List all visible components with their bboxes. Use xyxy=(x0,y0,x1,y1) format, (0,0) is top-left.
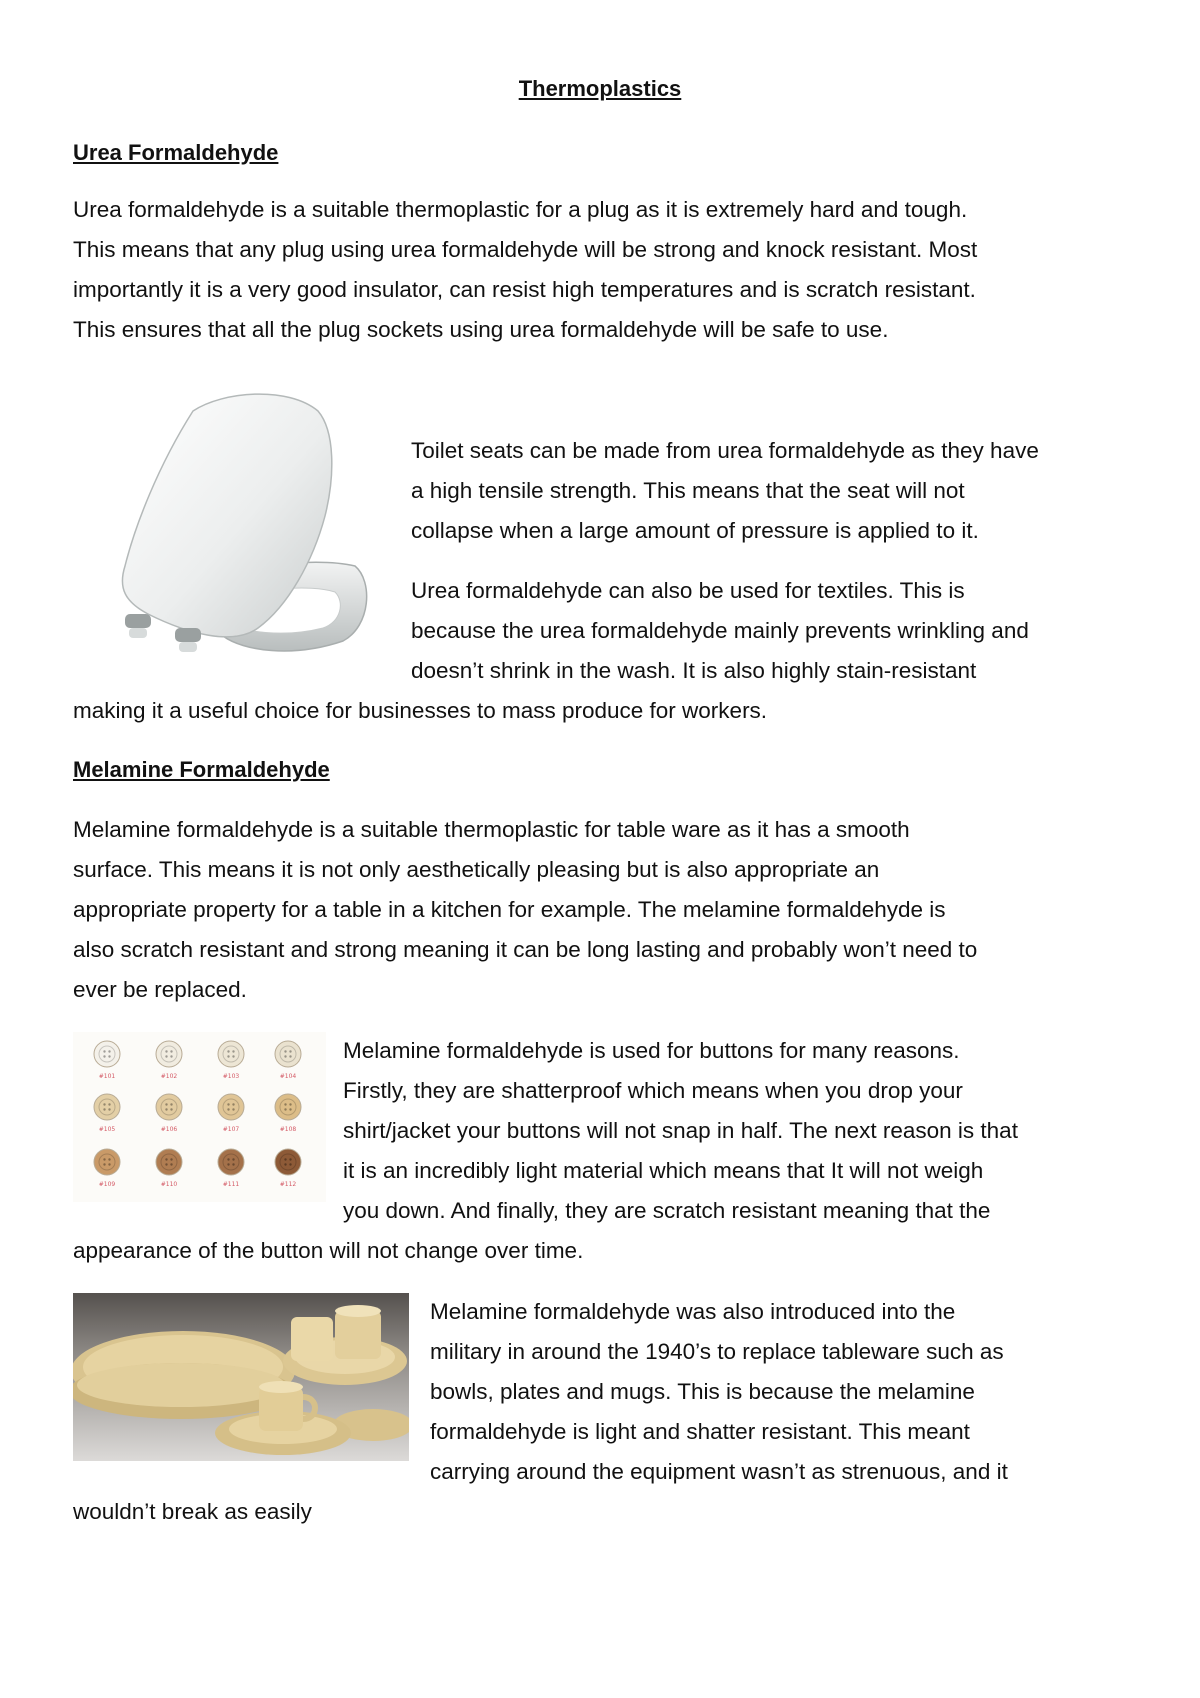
button-label: #110 xyxy=(160,1181,178,1188)
urea-heading: Urea Formaldehyde xyxy=(73,140,279,165)
button-label: #108 xyxy=(279,1126,297,1133)
button-label: #101 xyxy=(98,1073,116,1080)
melamine-para1-line: Melamine formaldehyde is a suitable thermoplastic for table ware as it has a smooth xyxy=(73,817,910,842)
button-label: #107 xyxy=(222,1126,240,1133)
melamine-para2-line: Melamine formaldehyde is used for buttons for many reasons. xyxy=(343,1038,960,1063)
button-label: #104 xyxy=(279,1073,297,1080)
button-swatch xyxy=(94,1041,120,1080)
button-swatch xyxy=(156,1094,182,1133)
melamine-para3-line: wouldn’t break as easily xyxy=(73,1499,312,1524)
melamine-para3-line: carrying around the equipment wasn’t as strenuous, and it xyxy=(430,1459,1008,1484)
melamine-para2-line: you down. And finally, they are scratch resistant meaning that the xyxy=(343,1198,991,1223)
urea-para3-line: Urea formaldehyde can also be used for textiles. This is xyxy=(411,578,965,603)
button-swatch xyxy=(218,1041,244,1080)
melamine-para1-line: also scratch resistant and strong meaning it can be long lasting and probably won’t need to xyxy=(73,937,978,962)
buttons-image xyxy=(73,1032,326,1202)
melamine-para1-line: appropriate property for a table in a kitchen for example. The melamine formaldehyde is xyxy=(73,897,946,922)
toilet-seat-image xyxy=(73,366,393,682)
melamine-para1-line: ever be replaced. xyxy=(73,977,247,1002)
urea-para2-line: collapse when a large amount of pressure is applied to it. xyxy=(411,518,979,543)
button-swatch xyxy=(275,1094,301,1133)
melamine-para1-line: surface. This means it is not only aesthetically pleasing but is also appropriate an xyxy=(73,857,880,882)
button-swatch xyxy=(156,1041,182,1080)
urea-para1-line: This means that any plug using urea formaldehyde will be strong and knock resistant. Most xyxy=(73,237,978,262)
button-label: #105 xyxy=(98,1126,116,1133)
urea-para1-line: importantly it is a very good insulator, can resist high temperatures and is scratch resistant. xyxy=(73,277,976,302)
button-swatch xyxy=(156,1149,182,1188)
urea-para2-line: a high tensile strength. This means that the seat will not xyxy=(411,478,965,503)
button-swatch xyxy=(94,1094,120,1133)
tableware-image xyxy=(73,1293,409,1461)
button-swatch xyxy=(94,1149,120,1188)
button-label: #102 xyxy=(160,1073,178,1080)
melamine-para3-line: military in around the 1940’s to replace tableware such as xyxy=(430,1339,1004,1364)
button-swatch xyxy=(275,1149,301,1188)
urea-para1-line: This ensures that all the plug sockets using urea formaldehyde will be safe to use. xyxy=(73,317,889,342)
urea-para3-line: doesn’t shrink in the wash. It is also highly stain-resistant xyxy=(411,658,977,683)
button-label: #106 xyxy=(160,1126,178,1133)
melamine-heading: Melamine Formaldehyde xyxy=(73,757,330,782)
melamine-para3-line: Melamine formaldehyde was also introduced into the xyxy=(430,1299,956,1324)
button-swatch xyxy=(218,1149,244,1188)
button-label: #111 xyxy=(222,1181,240,1188)
melamine-para2-line: Firstly, they are shatterproof which means when you drop your xyxy=(343,1078,963,1103)
urea-para1-line: Urea formaldehyde is a suitable thermoplastic for a plug as it is extremely hard and tough. xyxy=(73,197,968,222)
urea-para2-line: Toilet seats can be made from urea formaldehyde as they have xyxy=(411,438,1039,463)
button-swatch xyxy=(218,1094,244,1133)
document-title: Thermoplastics xyxy=(518,76,682,101)
urea-para3-line: because the urea formaldehyde mainly prevents wrinkling and xyxy=(411,618,1029,643)
melamine-para2-line: it is an incredibly light material which means that It will not weigh xyxy=(343,1158,984,1183)
button-label: #103 xyxy=(222,1073,240,1080)
melamine-para3-line: formaldehyde is light and shatter resistant. This meant xyxy=(430,1419,970,1444)
melamine-para2-line: appearance of the button will not change over time. xyxy=(73,1238,584,1263)
button-label: #109 xyxy=(98,1181,116,1188)
melamine-para3-line: bowls, plates and mugs. This is because the melamine xyxy=(430,1379,975,1404)
urea-para3-line: making it a useful choice for businesses to mass produce for workers. xyxy=(73,698,768,723)
button-label: #112 xyxy=(279,1181,297,1188)
melamine-para2-line: shirt/jacket your buttons will not snap in half. The next reason is that xyxy=(343,1118,1018,1143)
button-swatch xyxy=(275,1041,301,1080)
